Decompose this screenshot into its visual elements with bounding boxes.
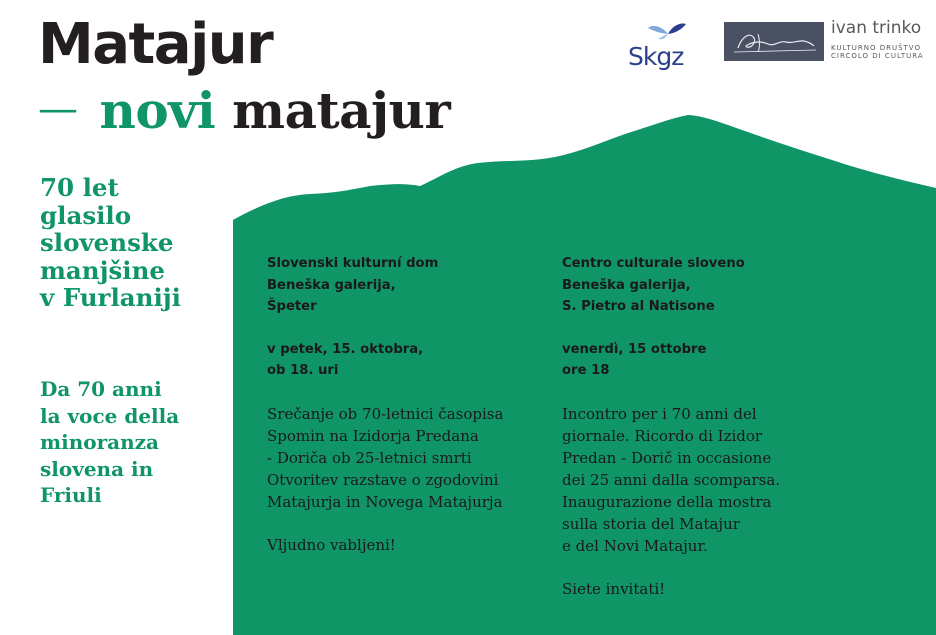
italian-subtitle-line: slovena in — [40, 456, 154, 481]
description-line: Srečanje ob 70-letnici časopisa — [267, 404, 504, 423]
title-matajur-lower: matajur — [232, 81, 451, 140]
slovene-subtitle-line: 70 let — [40, 173, 119, 202]
description-line: - Doriča ob 25-letnici smrti — [267, 448, 472, 467]
venue-line: Centro culturale sloveno — [562, 256, 745, 271]
description-line: giornale. Ricordo di Izidor — [562, 426, 763, 445]
italian-subtitle — [40, 376, 240, 509]
date-line: v petek, 15. oktobra, — [267, 341, 424, 357]
trinko-signature-logo — [724, 22, 824, 61]
italian-venue — [562, 253, 780, 318]
description-line: Matajurja in Novega Matajurja — [267, 492, 503, 511]
description-line: Inaugurazione della mostra — [562, 492, 772, 511]
description-line: Incontro per i 70 anni del — [562, 404, 757, 423]
skgz-logo — [622, 20, 702, 70]
italian-closing: Siete invitati! — [562, 579, 666, 598]
italian-subtitle-line: la voce della — [40, 403, 180, 428]
venue-line: Beneška galerija, — [562, 277, 691, 293]
date-line: venerdì, 15 ottobre — [562, 341, 707, 357]
venue-line: Špeter — [267, 299, 317, 314]
date-line: ore 18 — [562, 363, 610, 378]
signature-icon — [724, 22, 824, 61]
description-line: Otvoritev razstave o zgodovini — [267, 470, 499, 489]
slovene-subtitle-line: v Furlaniji — [40, 283, 181, 312]
date-line: ob 18. uri — [267, 363, 339, 378]
description-line: dei 25 anni dalla scomparsa. — [562, 470, 781, 489]
slovene-description — [267, 403, 503, 513]
trinko-name: ivan trinko — [831, 18, 922, 38]
italian-description — [562, 403, 780, 557]
trinko-subtitle-slovene: KULTURNO DRUŠTVO — [831, 44, 921, 52]
description-line: Spomin na Izidorja Predana — [267, 426, 479, 445]
skgz-wordmark: Skgz — [628, 42, 684, 71]
venue-line: Beneška galerija, — [267, 277, 396, 293]
title-novi: novi — [99, 81, 216, 140]
skgz-butterfly-icon — [622, 20, 702, 44]
description-line: Predan - Dorič in occasione — [562, 448, 772, 467]
title-dash: — — [38, 86, 78, 132]
italian-date — [562, 339, 780, 382]
venue-line: S. Pietro al Natisone — [562, 299, 715, 314]
title-matajur: Matajur — [38, 12, 273, 77]
italian-column — [562, 253, 780, 600]
italian-subtitle-line: Da 70 anni — [40, 377, 162, 401]
slovene-date — [267, 339, 503, 382]
slovene-closing: Vljudno vabljeni! — [267, 535, 396, 554]
slovene-venue — [267, 253, 503, 318]
slovene-subtitle-line: slovenske — [40, 228, 174, 257]
slovene-subtitle — [40, 174, 240, 312]
description-line: sulla storia del Matajur — [562, 514, 740, 533]
slovene-column — [267, 253, 503, 556]
title-novi-matajur — [38, 76, 450, 150]
description-line: e del Novi Matajur. — [562, 536, 708, 555]
italian-subtitle-line: Friuli — [40, 483, 102, 507]
italian-subtitle-line: minoranza — [40, 430, 159, 454]
slovene-subtitle-line: manjšine — [40, 255, 165, 285]
trinko-subtitle-italian: CIRCOLO DI CULTURA — [831, 52, 924, 60]
venue-line: Slovenski kulturní dom — [267, 256, 439, 271]
slovene-subtitle-line: glasilo — [40, 200, 132, 230]
